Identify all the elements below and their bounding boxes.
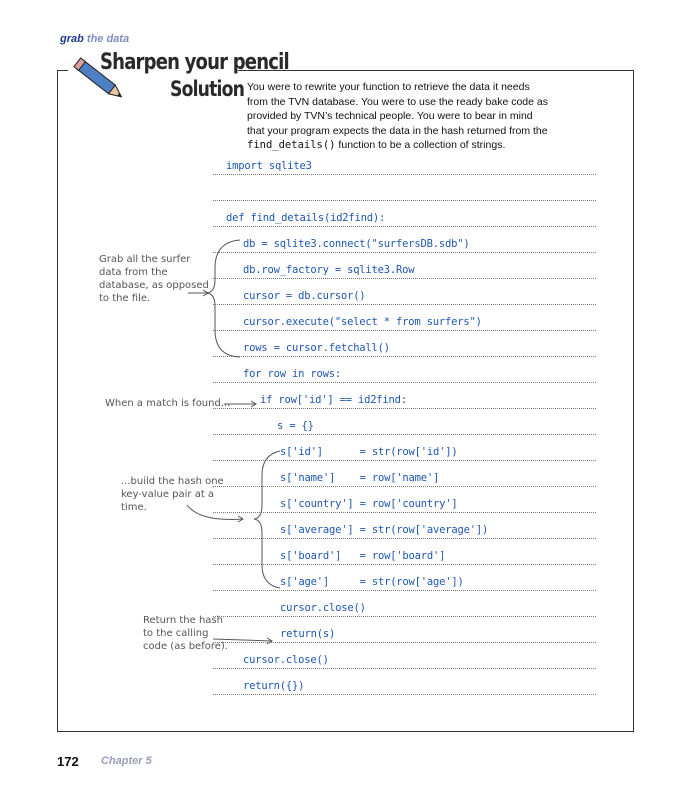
code-line: return(s) bbox=[280, 628, 336, 640]
code-line: cursor = db.cursor() bbox=[243, 290, 366, 302]
code-line: for row in rows: bbox=[243, 368, 341, 380]
note-line: Grab all the surfer bbox=[99, 254, 191, 265]
note-line: data from the bbox=[99, 267, 168, 278]
note-line: key-value pair at a bbox=[121, 489, 215, 500]
code-line: import sqlite3 bbox=[226, 160, 312, 172]
header-bold: grab bbox=[60, 33, 84, 45]
code-line: return({}) bbox=[243, 680, 305, 692]
code-line: rows = cursor.fetchall() bbox=[243, 342, 390, 354]
note-line: to the calling bbox=[143, 628, 209, 639]
intro-tail: function to be a collection of strings. bbox=[335, 139, 506, 152]
code-line: s = {} bbox=[277, 420, 314, 432]
code-line: s['age'] = str(row['age']) bbox=[280, 576, 464, 588]
intro-code: find_details() bbox=[247, 139, 336, 152]
code-line: cursor.execute("select * from surfers") bbox=[243, 316, 482, 328]
intro-line: You were to rewrite your function to retrieve the data it needs bbox=[247, 81, 530, 93]
page-number: 172 bbox=[57, 754, 79, 769]
note-line: Return the hash bbox=[143, 615, 223, 626]
intro-line: provided by TVN’s technical people. You were to bear in mind bbox=[247, 110, 533, 123]
intro-line: that your program expects the data in the hash returned from the bbox=[247, 124, 548, 137]
code-line: def find_details(id2find): bbox=[226, 212, 386, 224]
arrow-build bbox=[187, 505, 243, 519]
bracket-grab bbox=[207, 240, 240, 357]
code-line: cursor.close() bbox=[280, 602, 366, 614]
code-line: cursor.close() bbox=[243, 654, 329, 666]
title-sharpen: Sharpen your pencil bbox=[100, 50, 289, 75]
code-line: db = sqlite3.connect("surfersDB.sdb") bbox=[243, 238, 470, 250]
bracket-build bbox=[254, 451, 280, 588]
intro-line: from the TVN database. You were to use the ready bake code as bbox=[247, 95, 548, 108]
note-line: ...build the hash one bbox=[121, 476, 224, 487]
note-line: time. bbox=[121, 502, 147, 513]
note-line: code (as before). bbox=[143, 641, 228, 652]
note-line: to the file. bbox=[99, 293, 151, 304]
code-line: db.row_factory = sqlite3.Row bbox=[243, 264, 415, 276]
code-line: s['country'] = row['country'] bbox=[280, 498, 458, 510]
note-line: database, as opposed bbox=[99, 280, 209, 291]
chapter-label: Chapter 5 bbox=[101, 755, 152, 767]
code-line: s['board'] = row['board'] bbox=[280, 550, 446, 562]
code-line: s['name'] = row['name'] bbox=[280, 472, 440, 484]
title-solution: Solution bbox=[170, 77, 245, 101]
arrow-return bbox=[213, 639, 272, 641]
code-line: if row['id'] == id2find: bbox=[260, 394, 407, 406]
header-rest: the data bbox=[86, 33, 130, 45]
note-match-found: When a match is found... bbox=[105, 398, 231, 409]
code-line: s['average'] = str(row['average']) bbox=[280, 524, 489, 536]
code-line: s['id'] = str(row['id']) bbox=[280, 446, 458, 458]
